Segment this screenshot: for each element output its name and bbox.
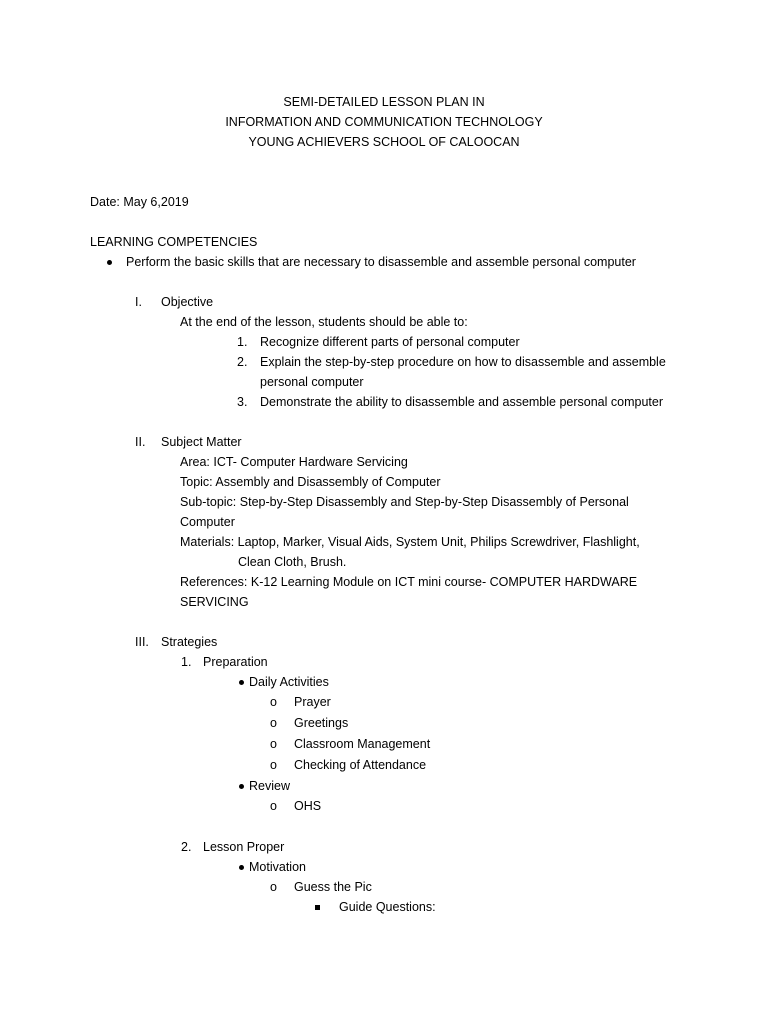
preparation-title: Preparation xyxy=(203,655,268,669)
objective-item-cont: personal computer xyxy=(260,375,364,389)
circle-bullet-icon: o xyxy=(270,880,277,894)
objective-item-text: Recognize different parts of personal computer xyxy=(260,335,520,349)
bullet-icon xyxy=(239,865,244,870)
motivation: Motivation xyxy=(249,860,306,874)
lesson-proper-num: 2. xyxy=(181,840,192,854)
bullet-icon xyxy=(239,784,244,789)
subject-materials: Materials: Laptop, Marker, Visual Aids, System Unit, Philips Screwdriver, Flashlight, xyxy=(180,535,640,549)
subject-materials-cont: Clean Cloth, Brush. xyxy=(238,555,347,569)
date-line: Date: May 6,2019 xyxy=(90,195,189,209)
daily-item: Checking of Attendance xyxy=(294,758,427,772)
strategies-title: Strategies xyxy=(161,635,218,649)
circle-bullet-icon: o xyxy=(270,758,277,772)
daily-item: Classroom Management xyxy=(294,737,431,751)
circle-bullet-icon: o xyxy=(270,695,277,709)
circle-bullet-icon: o xyxy=(270,737,277,751)
circle-bullet-icon: o xyxy=(270,716,277,730)
daily-item: Greetings xyxy=(294,716,349,730)
subject-subtopic: Sub-topic: Step-by-Step Disassembly and Step-by-Step Disassembly of Personal xyxy=(180,495,629,509)
subject-topic: Topic: Assembly and Disassembly of Computer xyxy=(180,475,441,489)
strategies-numeral: III. xyxy=(135,635,149,649)
subject-title: Subject Matter xyxy=(161,435,242,449)
bullet-icon xyxy=(107,260,112,265)
objective-intro: At the end of the lesson, students should be able to: xyxy=(180,315,468,329)
header-line-1: SEMI-DETAILED LESSON PLAN IN xyxy=(283,95,485,109)
review: Review xyxy=(249,779,290,793)
subject-subtopic-cont: Computer xyxy=(180,515,235,529)
subject-numeral: II. xyxy=(135,435,146,449)
bullet-icon xyxy=(239,680,244,685)
objective-item-text: Explain the step-by-step procedure on how to disassemble and assemble xyxy=(260,355,666,369)
objective-item-num: 3. xyxy=(237,395,248,409)
objective-item-text: Demonstrate the ability to disassemble and assemble personal computer xyxy=(260,395,663,409)
lesson-proper-title: Lesson Proper xyxy=(203,840,285,854)
objective-numeral: I. xyxy=(135,295,142,309)
square-bullet-icon xyxy=(315,905,320,910)
competencies-heading: LEARNING COMPETENCIES xyxy=(90,235,258,249)
review-item: OHS xyxy=(294,799,322,813)
circle-bullet-icon: o xyxy=(270,799,277,813)
subject-references-cont: SERVICING xyxy=(180,595,249,609)
guide-questions: Guide Questions: xyxy=(339,900,436,914)
objective-item-num: 2. xyxy=(237,355,248,369)
header-line-3: YOUNG ACHIEVERS SCHOOL OF CALOOCAN xyxy=(248,135,520,149)
objective-title: Objective xyxy=(161,295,214,309)
daily-item: Prayer xyxy=(294,695,331,709)
competency-item: Perform the basic skills that are necessary to disassemble and assemble personal computer xyxy=(126,255,636,269)
subject-area: Area: ICT- Computer Hardware Servicing xyxy=(180,455,408,469)
header-line-2: INFORMATION AND COMMUNICATION TECHNOLOGY xyxy=(225,115,543,129)
preparation-num: 1. xyxy=(181,655,192,669)
objective-item-num: 1. xyxy=(237,335,248,349)
subject-references: References: K-12 Learning Module on ICT mini course- COMPUTER HARDWARE xyxy=(180,575,638,589)
daily-activities: Daily Activities xyxy=(249,675,329,689)
guess-the-pic: Guess the Pic xyxy=(294,880,372,894)
